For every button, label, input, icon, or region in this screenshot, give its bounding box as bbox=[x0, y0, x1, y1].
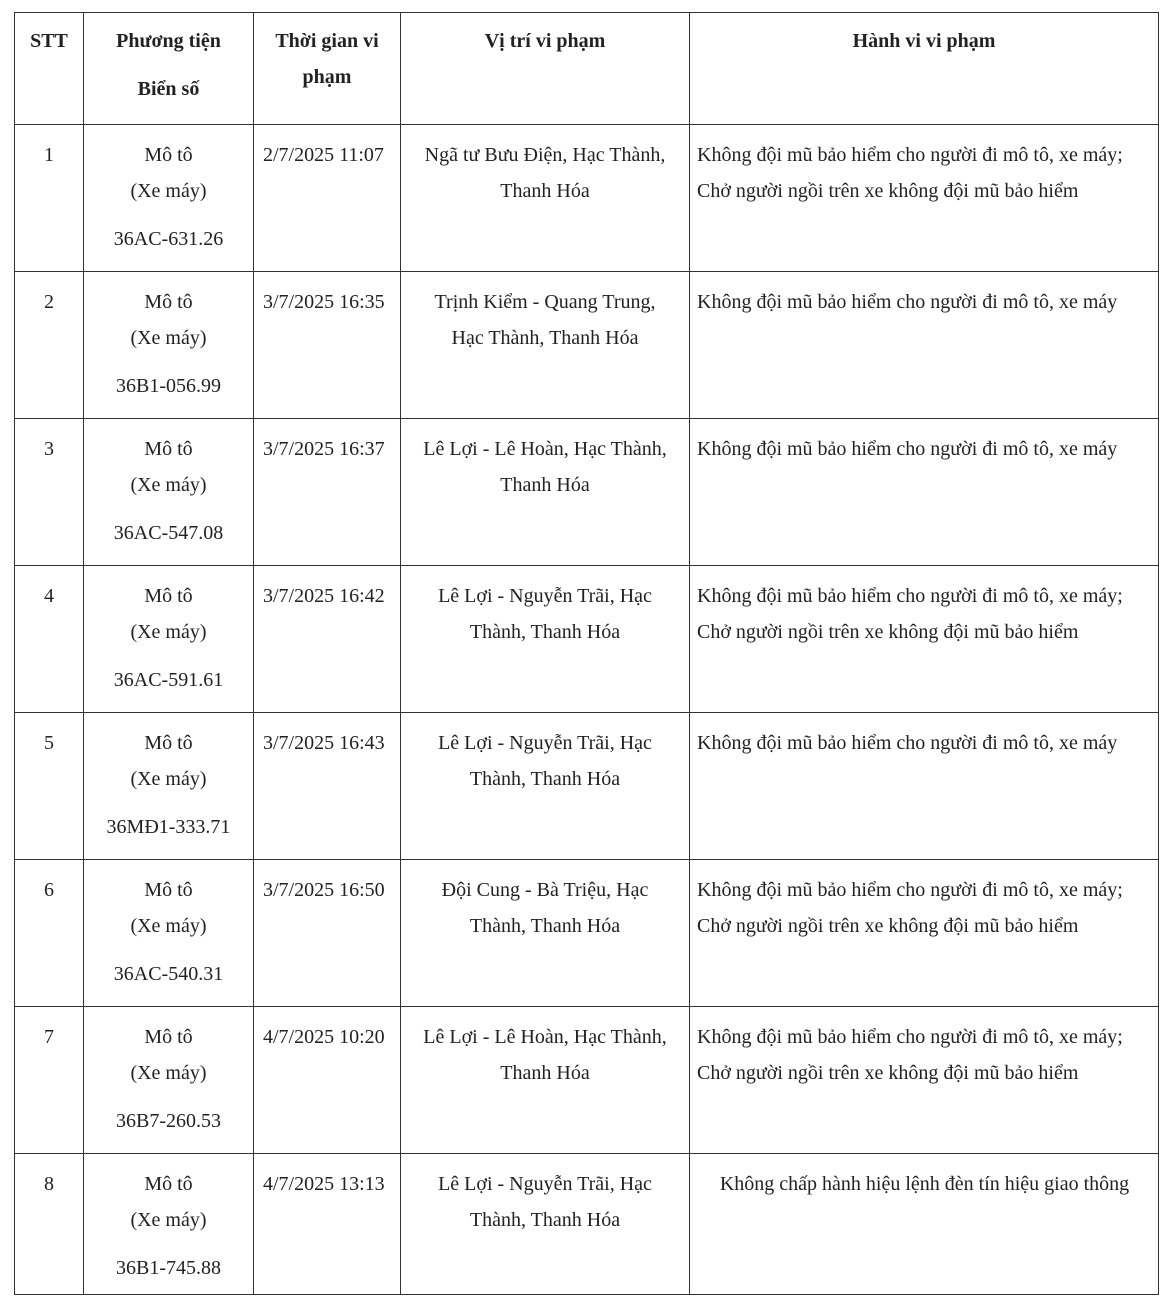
cell-time bbox=[254, 419, 401, 566]
cell-stt bbox=[15, 566, 84, 713]
vehicle-type: Mô tô bbox=[144, 1026, 193, 1048]
stt-value: 2 bbox=[44, 291, 54, 313]
violation-line-1: Không đội mũ bảo hiểm cho người đi mô tô, xe máy; bbox=[697, 879, 1123, 901]
table-row bbox=[15, 419, 1159, 566]
cell-vehicle bbox=[84, 860, 254, 1007]
violation-line-1: Không đội mũ bảo hiểm cho người đi mô tô, xe máy; bbox=[697, 1026, 1123, 1048]
header-plate-label: Biển số bbox=[137, 78, 200, 100]
cell-location bbox=[401, 566, 690, 713]
cell-time bbox=[254, 1154, 401, 1295]
location-line-2: Thành, Thanh Hóa bbox=[469, 768, 621, 790]
location-line-1: Lê Lợi - Nguyễn Trãi, Hạc bbox=[438, 1173, 652, 1195]
location-line-2: Thành, Thanh Hóa bbox=[469, 621, 621, 643]
cell-violation bbox=[690, 1007, 1159, 1154]
cell-stt bbox=[15, 860, 84, 1007]
stt-value: 7 bbox=[44, 1026, 54, 1048]
table-row bbox=[15, 125, 1159, 272]
cell-time bbox=[254, 272, 401, 419]
vehicle-sub: (Xe máy) bbox=[130, 1062, 207, 1084]
header-vehicle bbox=[84, 13, 254, 125]
time-value: 4/7/2025 13:13 bbox=[263, 1173, 385, 1195]
vehicle-type: Mô tô bbox=[144, 438, 193, 460]
table-row bbox=[15, 713, 1159, 860]
location-line-1: Đội Cung - Bà Triệu, Hạc bbox=[441, 879, 649, 901]
cell-location bbox=[401, 713, 690, 860]
violation-line-1: Không đội mũ bảo hiểm cho người đi mô tô, xe máy; bbox=[697, 585, 1123, 607]
violations-table bbox=[14, 12, 1159, 1295]
plate-number: 36B1-056.99 bbox=[116, 375, 221, 397]
header-violation bbox=[690, 13, 1159, 125]
table-row bbox=[15, 1154, 1159, 1295]
violation-line-1: Không chấp hành hiệu lệnh đèn tín hiệu giao thông bbox=[719, 1173, 1130, 1195]
time-value: 3/7/2025 16:50 bbox=[263, 879, 385, 901]
stt-value: 4 bbox=[44, 585, 54, 607]
plate-number: 36AC-591.61 bbox=[113, 669, 224, 691]
location-line-2: Thành, Thanh Hóa bbox=[469, 1209, 621, 1231]
cell-violation bbox=[690, 272, 1159, 419]
cell-vehicle bbox=[84, 272, 254, 419]
location-line-1: Lê Lợi - Nguyễn Trãi, Hạc bbox=[438, 732, 652, 754]
plate-number: 36AC-547.08 bbox=[113, 522, 224, 544]
violation-line-2: Chở người ngồi trên xe không đội mũ bảo hiểm bbox=[697, 621, 1079, 643]
violation-line-1: Không đội mũ bảo hiểm cho người đi mô tô, xe máy; bbox=[697, 144, 1123, 166]
cell-time bbox=[254, 1007, 401, 1154]
cell-vehicle bbox=[84, 419, 254, 566]
time-value: 3/7/2025 16:35 bbox=[263, 291, 385, 313]
cell-location bbox=[401, 419, 690, 566]
plate-number: 36MĐ1-333.71 bbox=[106, 816, 231, 838]
cell-violation bbox=[690, 419, 1159, 566]
cell-time bbox=[254, 566, 401, 713]
cell-location bbox=[401, 1007, 690, 1154]
stt-value: 3 bbox=[44, 438, 54, 460]
vehicle-sub: (Xe máy) bbox=[130, 621, 207, 643]
cell-violation bbox=[690, 125, 1159, 272]
cell-stt bbox=[15, 125, 84, 272]
vehicle-sub: (Xe máy) bbox=[130, 768, 207, 790]
cell-stt bbox=[15, 419, 84, 566]
cell-location bbox=[401, 272, 690, 419]
location-line-2: Hạc Thành, Thanh Hóa bbox=[451, 327, 639, 349]
location-line-2: Thanh Hóa bbox=[500, 474, 590, 496]
stt-value: 6 bbox=[44, 879, 54, 901]
location-line-1: Lê Lợi - Lê Hoàn, Hạc Thành, bbox=[423, 1026, 667, 1048]
plate-number: 36AC-631.26 bbox=[113, 228, 224, 250]
header-vehicle-label: Phương tiện bbox=[116, 30, 221, 52]
header-time-label-1: Thời gian vi bbox=[275, 30, 379, 52]
location-line-1: Lê Lợi - Nguyễn Trãi, Hạc bbox=[438, 585, 652, 607]
location-line-2: Thanh Hóa bbox=[500, 1062, 590, 1084]
header-stt-label: STT bbox=[30, 30, 68, 52]
header-time-label-2: phạm bbox=[302, 66, 352, 88]
cell-stt bbox=[15, 713, 84, 860]
vehicle-sub: (Xe máy) bbox=[130, 1209, 207, 1231]
violation-line-1: Không đội mũ bảo hiểm cho người đi mô tô, xe máy bbox=[697, 291, 1118, 313]
vehicle-type: Mô tô bbox=[144, 879, 193, 901]
violation-line-1: Không đội mũ bảo hiểm cho người đi mô tô, xe máy bbox=[697, 438, 1118, 460]
time-value: 3/7/2025 16:37 bbox=[263, 438, 385, 460]
stt-value: 8 bbox=[44, 1173, 54, 1195]
cell-stt bbox=[15, 1007, 84, 1154]
cell-stt bbox=[15, 1154, 84, 1295]
cell-time bbox=[254, 860, 401, 1007]
cell-violation bbox=[690, 1154, 1159, 1295]
time-value: 2/7/2025 11:07 bbox=[263, 144, 384, 166]
cell-vehicle bbox=[84, 125, 254, 272]
vehicle-sub: (Xe máy) bbox=[130, 180, 207, 202]
table-row bbox=[15, 566, 1159, 713]
cell-location bbox=[401, 860, 690, 1007]
location-line-2: Thanh Hóa bbox=[500, 180, 590, 202]
table-row bbox=[15, 272, 1159, 419]
time-value: 3/7/2025 16:42 bbox=[263, 585, 385, 607]
location-line-2: Thành, Thanh Hóa bbox=[469, 915, 621, 937]
vehicle-type: Mô tô bbox=[144, 585, 193, 607]
stt-value: 5 bbox=[44, 732, 54, 754]
stt-value: 1 bbox=[44, 144, 54, 166]
location-line-1: Trịnh Kiểm - Quang Trung, bbox=[434, 291, 656, 313]
time-value: 4/7/2025 10:20 bbox=[263, 1026, 385, 1048]
plate-number: 36AC-540.31 bbox=[113, 963, 224, 985]
violation-line-2: Chở người ngồi trên xe không đội mũ bảo hiểm bbox=[697, 915, 1079, 937]
table-row bbox=[15, 1007, 1159, 1154]
violation-line-2: Chở người ngồi trên xe không đội mũ bảo hiểm bbox=[697, 1062, 1079, 1084]
header-location-label: Vị trí vi phạm bbox=[484, 30, 606, 52]
cell-time bbox=[254, 713, 401, 860]
table-row bbox=[15, 860, 1159, 1007]
vehicle-type: Mô tô bbox=[144, 291, 193, 313]
violation-line-1: Không đội mũ bảo hiểm cho người đi mô tô, xe máy bbox=[697, 732, 1118, 754]
vehicle-type: Mô tô bbox=[144, 144, 193, 166]
plate-number: 36B1-745.88 bbox=[116, 1257, 221, 1279]
location-line-1: Ngã tư Bưu Điện, Hạc Thành, bbox=[424, 144, 666, 166]
cell-vehicle bbox=[84, 1007, 254, 1154]
cell-violation bbox=[690, 566, 1159, 713]
cell-vehicle bbox=[84, 566, 254, 713]
cell-vehicle bbox=[84, 713, 254, 860]
location-line-1: Lê Lợi - Lê Hoàn, Hạc Thành, bbox=[423, 438, 667, 460]
vehicle-sub: (Xe máy) bbox=[130, 327, 207, 349]
header-time bbox=[254, 13, 401, 125]
cell-violation bbox=[690, 713, 1159, 860]
vehicle-type: Mô tô bbox=[144, 732, 193, 754]
cell-stt bbox=[15, 272, 84, 419]
cell-time bbox=[254, 125, 401, 272]
cell-vehicle bbox=[84, 1154, 254, 1295]
header-violation-label: Hành vi vi phạm bbox=[852, 30, 996, 52]
header-stt bbox=[15, 13, 84, 125]
header-location bbox=[401, 13, 690, 125]
cell-violation bbox=[690, 860, 1159, 1007]
cell-location bbox=[401, 125, 690, 272]
violation-line-2: Chở người ngồi trên xe không đội mũ bảo hiểm bbox=[697, 180, 1079, 202]
vehicle-sub: (Xe máy) bbox=[130, 915, 207, 937]
table-header-row bbox=[15, 13, 1159, 125]
plate-number: 36B7-260.53 bbox=[116, 1110, 221, 1132]
cell-location bbox=[401, 1154, 690, 1295]
time-value: 3/7/2025 16:43 bbox=[263, 732, 385, 754]
vehicle-sub: (Xe máy) bbox=[130, 474, 207, 496]
vehicle-type: Mô tô bbox=[144, 1173, 193, 1195]
